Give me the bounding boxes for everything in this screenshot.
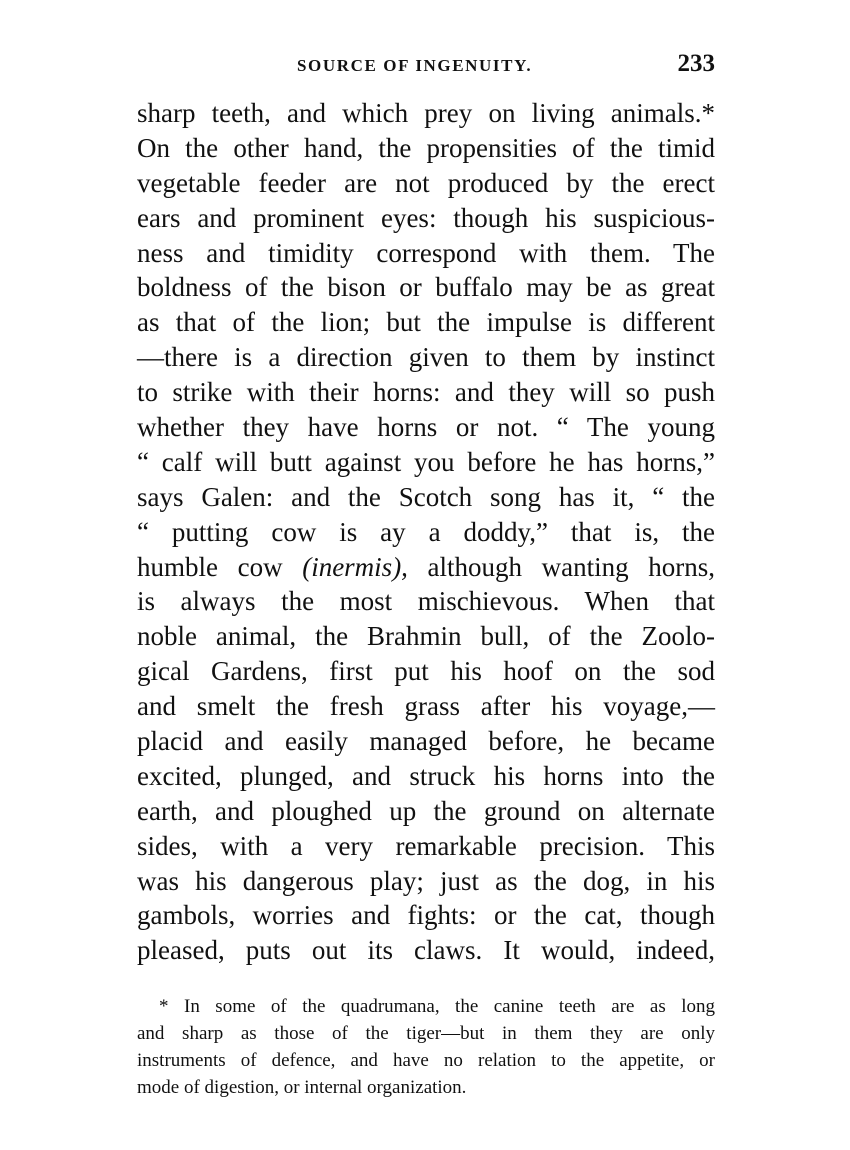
text-line: whether they have horns or not. “ The young: [137, 412, 715, 443]
footnote-line: mode of digestion, or internal organization.: [137, 1077, 467, 1098]
text-line: is always the most mischievous. When that: [137, 586, 715, 617]
text-line: gical Gardens, first put his hoof on the sod: [137, 656, 715, 687]
page-header: [137, 50, 715, 80]
text-line: excited, plunged, and struck his horns into the: [137, 760, 715, 791]
text-line: noble animal, the Brahmin bull, of the Zoolo-: [137, 621, 715, 652]
text-line-with-italic: [137, 550, 715, 585]
text-segment: although wanting horns,: [427, 551, 715, 582]
text-line: was his dangerous play; just as the dog, in his: [137, 865, 715, 896]
footnote: [137, 993, 715, 1101]
footnote-line: instruments of defence, and have no relation to the appetite, or: [137, 1050, 715, 1071]
text-line: placid and easily managed before, he became: [137, 726, 715, 757]
text-segment: humble cow: [137, 551, 283, 582]
text-line: sharp teeth, and which prey on living animals.*: [137, 98, 715, 128]
footnote-line: * In some of the quadrumana, the canine teeth are as long: [159, 996, 715, 1017]
text-line: gambols, worries and fights: or the cat, though: [137, 900, 715, 931]
text-line: pleased, puts out its claws. It would, indeed,: [137, 935, 715, 966]
text-line: “ calf will butt against you before he has horns,”: [137, 446, 715, 477]
text-line: to strike with their horns: and they will so push: [137, 377, 715, 408]
text-line: “ putting cow is ay a doddy,” that is, the: [137, 516, 715, 547]
text-line: and smelt the fresh grass after his voyage,—: [137, 691, 715, 722]
text-line: ears and prominent eyes: though his suspicious-: [137, 202, 715, 233]
text-line: —there is a direction given to them by instinct: [137, 342, 715, 373]
page-number: 233: [677, 50, 715, 77]
text-line: ness and timidity correspond with them. The: [137, 237, 715, 268]
footnote-line: and sharp as those of the tiger—but in them they are only: [137, 1023, 715, 1044]
text-line: as that of the lion; but the impulse is different: [137, 307, 715, 338]
text-line: vegetable feeder are not produced by the erect: [137, 167, 715, 198]
text-line: earth, and ploughed up the ground on alternate: [137, 795, 715, 826]
text-line: says Galen: and the Scotch song has it, “ the: [137, 481, 715, 512]
italic-term: (inermis),: [302, 551, 408, 582]
body-text: [137, 96, 715, 968]
text-line: sides, with a very remarkable precision. This: [137, 830, 715, 861]
text-line: On the other hand, the propensities of the timid: [137, 132, 715, 163]
running-head: SOURCE OF INGENUITY.: [297, 56, 533, 75]
text-line: boldness of the bison or buffalo may be as great: [137, 272, 715, 303]
